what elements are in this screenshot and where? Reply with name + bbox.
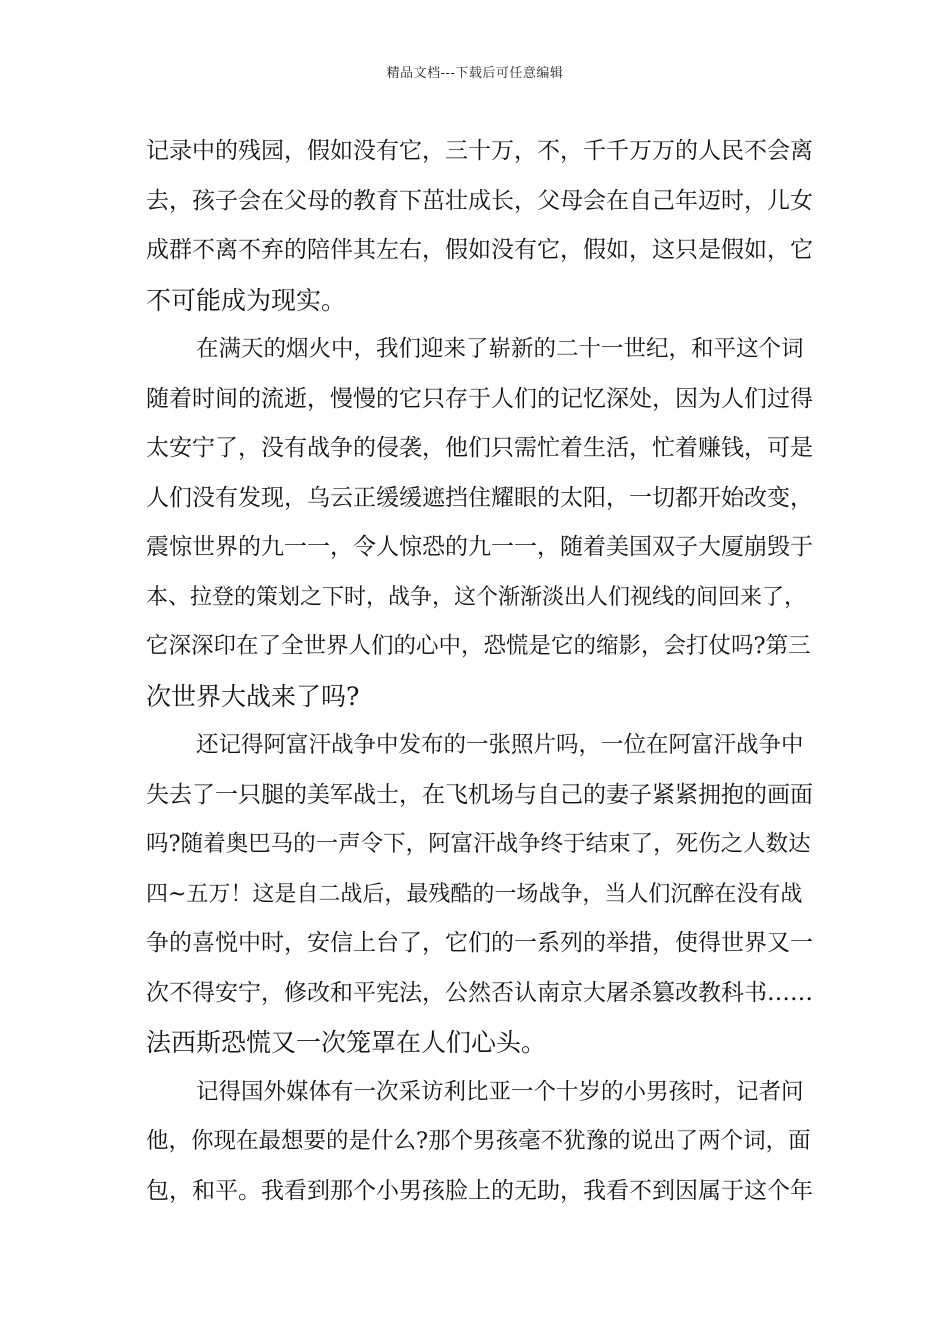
text-line: 本、拉登的策划之下时，战争，这个渐渐淡出人们视线的间回来了， xyxy=(146,584,807,610)
text-line: 去，孩子会在父母的教育下茁壮成长，父母会在自己年迈时，儿女 xyxy=(146,187,813,214)
text-line: 记录中的残园，假如没有它，三十万，不，千千万万的人民不会离 xyxy=(146,138,813,164)
text-line: 记得国外媒体有一次采访利比亚一个十岁的小男孩时，记者问 xyxy=(196,1078,804,1105)
text-line: 不可能成为现实。 xyxy=(146,285,347,315)
text-line: 失去了一只腿的美军战士，在飞机场与自己的妻子紧紧拥抱的画面 xyxy=(146,781,813,808)
text-line: 它深深印在了全世界人们的心中，恐慌是它的缩影，会打仗吗?第三 xyxy=(146,633,811,659)
paragraph xyxy=(146,1068,816,1217)
text-line: 还记得阿富汗战争中发布的一张照片吗，一位在阿富汗战争中 xyxy=(196,732,804,758)
text-line: 次世界大战来了吗? xyxy=(146,681,360,711)
text-line: 在满天的烟火中，我们迎来了崭新的二十一世纪，和平这个词 xyxy=(196,336,804,362)
text-line: 太安宁了，没有战争的侵袭，他们只需忙着生活，忙着赚钱，可是 xyxy=(146,435,813,461)
paragraph xyxy=(146,325,816,721)
paragraph xyxy=(146,127,816,325)
text-line: 吗?随着奥巴马的一声令下，阿富汗战争终于结束了，死伤之人数达 xyxy=(146,831,811,857)
page-header: 精品文档---下载后可任意编辑 xyxy=(386,66,564,81)
text-line: 争的喜悦中时，安信上台了，它们的一系列的举措，使得世界又一 xyxy=(146,930,813,956)
document-body xyxy=(146,127,816,1216)
text-line: 成群不离不弃的陪伴其左右，假如没有它，假如，这只是假如，它 xyxy=(146,237,813,263)
text-line: 次不得安宁，修改和平宪法，公然否认南京大屠杀篡改教科书…… xyxy=(146,979,813,1006)
text-line: 人们没有发现，乌云正缓缓遮挡住耀眼的太阳，一切都开始改变， xyxy=(146,484,813,511)
text-line: 震惊世界的九一一，令人惊恐的九一一，随着美国双子大厦崩毁于 xyxy=(146,534,813,560)
text-line: 四~五万！这是自二战后，最残酷的一场战争，当人们沉醉在没有战 xyxy=(146,881,803,907)
text-line: 他，你现在最想要的是什么?那个男孩毫不犹豫的说出了两个词，面 xyxy=(146,1128,811,1154)
paragraph xyxy=(146,721,816,1068)
text-line: 包，和平。我看到那个小男孩脸上的无助，我看不到因属于这个年 xyxy=(146,1177,813,1204)
text-line: 法西斯恐慌又一次笼罩在人们心头。 xyxy=(146,1028,547,1057)
text-line: 随着时间的流逝，慢慢的它只存于人们的记忆深处，因为人们过得 xyxy=(146,385,813,412)
